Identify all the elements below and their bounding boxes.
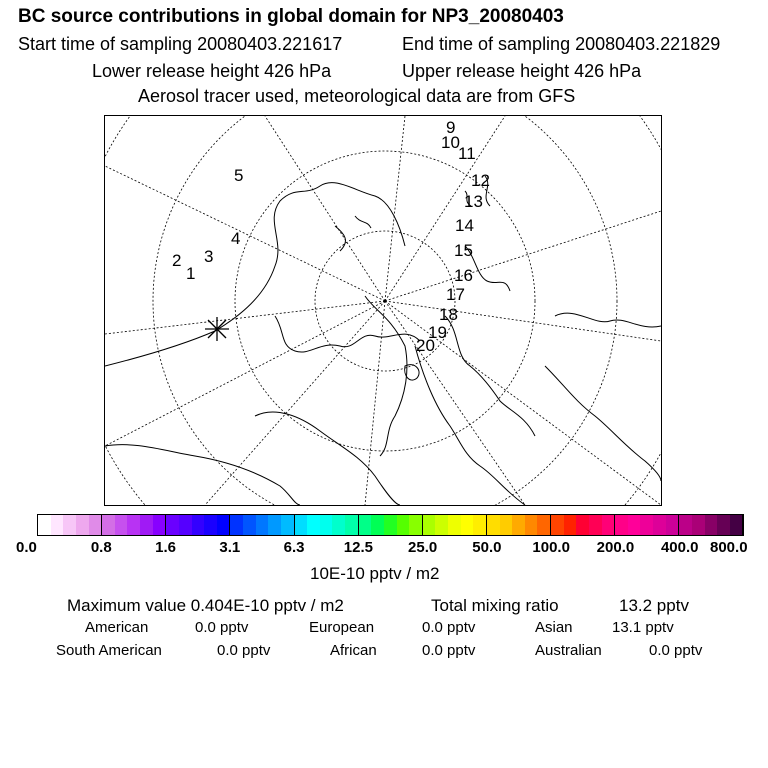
colorbar-swatch — [230, 515, 243, 535]
colorbar-swatch — [525, 515, 538, 535]
colorbar-tick-label: 800.0 — [710, 539, 748, 556]
colorbar-swatch — [500, 515, 513, 535]
colorbar-swatch — [628, 515, 641, 535]
source-value-south-american: 0.0 pptv — [217, 642, 271, 659]
source-value-european: 0.0 pptv — [422, 619, 476, 636]
colorbar-swatch — [653, 515, 666, 535]
total-mixing-label: Total mixing ratio — [431, 596, 559, 615]
colorbar-swatch — [76, 515, 89, 535]
colorbar-swatch — [359, 515, 372, 535]
meridians — [105, 116, 661, 505]
colorbar-swatch — [576, 515, 589, 535]
lower-release-height: Lower release height 426 hPa — [92, 61, 332, 81]
colorbar-tick-label: 25.0 — [408, 539, 438, 556]
colorbar-tick-label: 50.0 — [472, 539, 502, 556]
trajectory-label: 9 — [446, 118, 456, 137]
trajectory-label: 11 — [458, 144, 476, 163]
colorbar-tick-label: 100.0 — [532, 539, 570, 556]
colorbar-swatch — [166, 515, 179, 535]
source-value-american: 0.0 pptv — [195, 619, 249, 636]
colorbar-swatch — [692, 515, 705, 535]
trajectory-label: 13 — [464, 192, 483, 211]
colorbar-swatch — [679, 515, 692, 535]
colorbar-swatch — [192, 515, 205, 535]
trajectory-label: 10 — [441, 133, 460, 152]
polar-map — [104, 115, 662, 506]
colorbar-swatch — [332, 515, 345, 535]
source-value-asian: 13.1 pptv — [612, 619, 674, 636]
latitude-circles — [105, 116, 661, 505]
colorbar-tick-label: 0.0 — [16, 539, 37, 556]
colorbar-swatch — [307, 515, 320, 535]
colorbar-swatch — [461, 515, 474, 535]
page-title: BC source contributions in global domain for NP3_20080403 — [18, 6, 564, 27]
trajectory-label: 20 — [416, 336, 435, 355]
colorbar-swatch — [423, 515, 436, 535]
colorbar-swatch — [295, 515, 308, 535]
colorbar-swatch — [640, 515, 653, 535]
colorbar-swatch — [397, 515, 410, 535]
colorbar-swatch — [51, 515, 64, 535]
colorbar-unit: 10E-10 pptv / m2 — [310, 564, 440, 583]
colorbar-swatch — [217, 515, 231, 535]
colorbar-swatch — [537, 515, 551, 535]
upper-release-height: Upper release height 426 hPa — [402, 61, 642, 81]
trajectory-label: 15 — [454, 241, 473, 260]
colorbar-tick-label: 1.6 — [155, 539, 176, 556]
colorbar-swatch — [487, 515, 500, 535]
colorbar-swatch — [127, 515, 140, 535]
trajectory-label: 14 — [455, 216, 474, 235]
trajectory-label: 17 — [446, 285, 465, 304]
colorbar-swatch — [89, 515, 103, 535]
colorbar-tick-label: 400.0 — [660, 539, 699, 556]
colorbar-tick-label: 6.3 — [283, 539, 305, 556]
colorbar-swatch — [63, 515, 76, 535]
end-time-label: End time of sampling 20080403.221829 — [402, 34, 721, 54]
coastlines — [105, 176, 661, 505]
colorbar-swatch — [256, 515, 269, 535]
colorbar-swatch — [589, 515, 602, 535]
source-name-south-american: South American — [56, 642, 162, 659]
colorbar-tick-label: 0.8 — [90, 539, 112, 556]
colorbar-swatch — [551, 515, 564, 535]
colorbar-swatch — [602, 515, 616, 535]
colorbar-swatch — [153, 515, 167, 535]
colorbar-swatch — [666, 515, 680, 535]
map-canvas — [105, 116, 661, 505]
source-name-european: European — [309, 619, 375, 636]
colorbar-swatch — [730, 515, 744, 535]
total-mixing-value: 13.2 pptv — [619, 596, 689, 615]
colorbar-swatch — [705, 515, 718, 535]
colorbar-tick-label: 3.1 — [219, 539, 241, 556]
colorbar-swatch — [140, 515, 153, 535]
tracer-note: Aerosol tracer used, meteorological data are from GFS — [138, 86, 576, 106]
trajectory-label: 1 — [186, 264, 196, 283]
colorbar-swatch — [409, 515, 423, 535]
colorbar-swatch — [717, 515, 730, 535]
trajectory-label: 18 — [439, 305, 458, 324]
colorbar — [37, 514, 744, 536]
source-value-australian: 0.0 pptv — [649, 642, 703, 659]
source-asterisk-icon — [205, 317, 229, 341]
colorbar-swatch — [512, 515, 525, 535]
trajectory-labels — [172, 118, 490, 355]
trajectory-label: 4 — [231, 229, 241, 248]
colorbar-swatch — [102, 515, 115, 535]
colorbar-swatch — [38, 515, 51, 535]
source-name-asian: Asian — [535, 619, 573, 636]
trajectory-label: 12 — [471, 171, 490, 190]
colorbar-swatch — [371, 515, 384, 535]
trajectory-label: 3 — [204, 247, 214, 266]
colorbar-tick-label: 200.0 — [596, 539, 635, 556]
trajectory-label: 2 — [172, 251, 182, 270]
colorbar-swatch — [564, 515, 577, 535]
colorbar-swatch — [345, 515, 359, 535]
colorbar-swatch — [243, 515, 256, 535]
start-time-label: Start time of sampling 20080403.221617 — [18, 34, 343, 54]
colorbar-swatch — [448, 515, 461, 535]
colorbar-swatch — [204, 515, 217, 535]
colorbar-swatch — [615, 515, 628, 535]
source-value-african: 0.0 pptv — [422, 642, 476, 659]
colorbar-swatch — [435, 515, 448, 535]
colorbar-swatch — [115, 515, 128, 535]
source-name-australian: Australian — [535, 642, 602, 659]
trajectory-label: 16 — [454, 266, 473, 285]
max-value-label: Maximum value 0.404E-10 pptv / m2 — [67, 596, 344, 615]
trajectory-label: 19 — [428, 323, 447, 342]
colorbar-swatch — [473, 515, 487, 535]
colorbar-swatch — [320, 515, 333, 535]
source-name-american: American — [85, 619, 149, 636]
colorbar-swatch — [179, 515, 192, 535]
colorbar-tick-label: 12.5 — [343, 539, 373, 556]
colorbar-swatch — [281, 515, 295, 535]
colorbar-swatch — [268, 515, 281, 535]
trajectory-label: 5 — [234, 166, 244, 185]
colorbar-swatch — [384, 515, 397, 535]
source-name-african: African — [330, 642, 377, 659]
latitude-circle — [105, 116, 661, 505]
